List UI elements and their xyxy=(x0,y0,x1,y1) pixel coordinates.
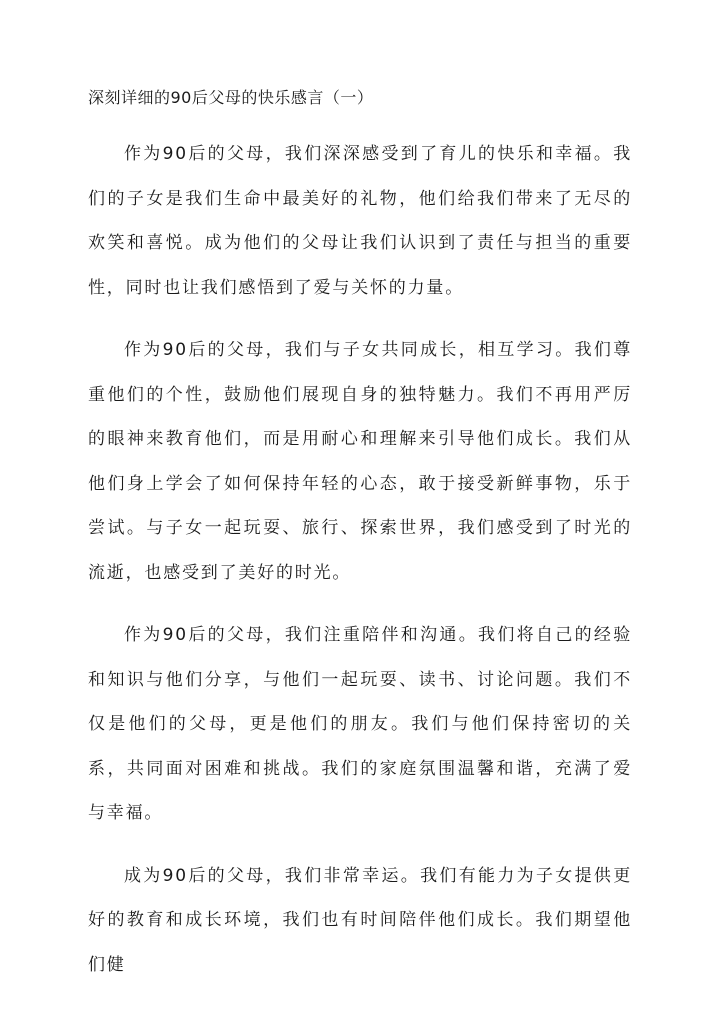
document-page xyxy=(88,86,632,1005)
paragraph-2: 作为90后的父母，我们与子女共同成长，相互学习。我们尊重他们的个性，鼓励他们展现自身的独特魅力。我们不再用严厉的眼神来教育他们，而是用耐心和理解来引导他们成长。我们从他们身上学会了如何保持年轻的心态，敢于接受新鲜事物，乐于尝试。与子女一起玩耍、旅行、探索世界，我们感受到了时光的流逝，也感受到了美好的时光。 xyxy=(88,340,632,583)
paragraph-3: 作为90后的父母，我们注重陪伴和沟通。我们将自己的经验和知识与他们分享，与他们一起玩耍、读书、讨论问题。我们不仅是他们的父母，更是他们的朋友。我们与他们保持密切的关系，共同面对困难和挑战。我们的家庭氛围温馨和谐，充满了爱与幸福。 xyxy=(88,625,632,823)
paragraph-1: 作为90后的父母，我们深深感受到了育儿的快乐和幸福。我们的子女是我们生命中最美好的礼物，他们给我们带来了无尽的欢笑和喜悦。成为他们的父母让我们认识到了责任与担当的重要性，同时也让我们感悟到了爱与关怀的力量。 xyxy=(88,144,632,298)
document-title: 深刻详细的90后父母的快乐感言（一） xyxy=(88,88,374,107)
paragraph-4: 成为90后的父母，我们非常幸运。我们有能力为子女提供更好的教育和成长环境，我们也有时间陪伴他们成长。我们期望他们健 xyxy=(88,865,632,975)
